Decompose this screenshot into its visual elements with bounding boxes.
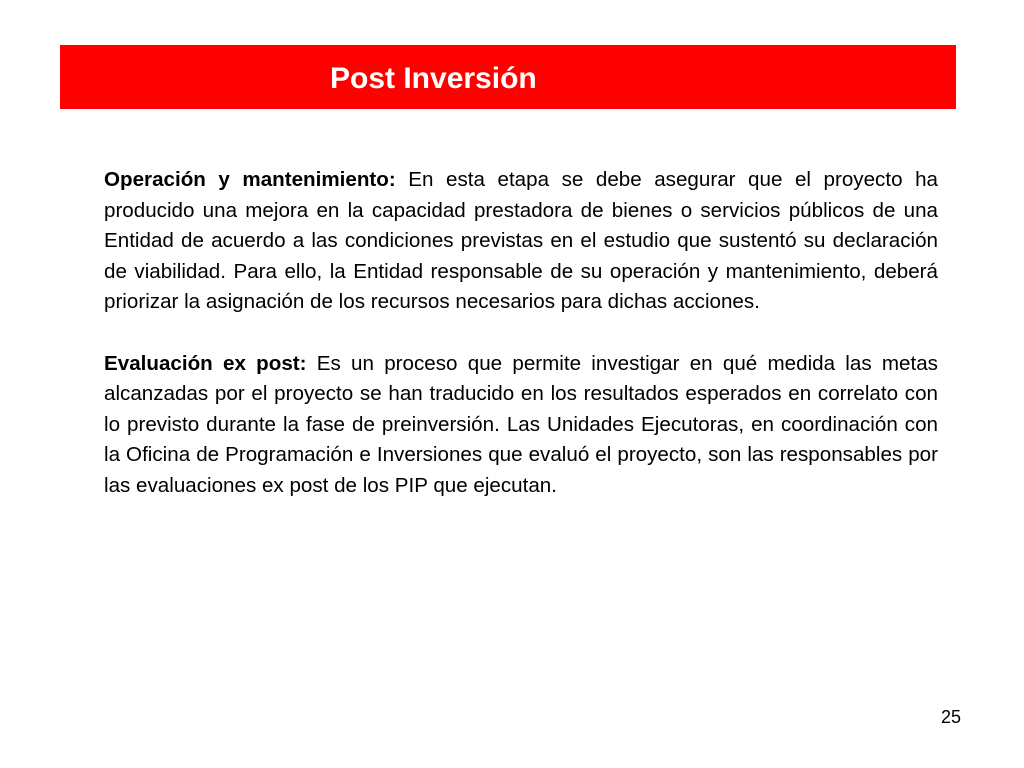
page-number: 25 [940, 707, 961, 727]
paragraph-lead: Operación y mantenimiento: [104, 168, 396, 191]
paragraph-lead: Evaluación ex post: [104, 351, 307, 375]
paragraph-evaluacion-ex-post [104, 349, 938, 502]
paragraph-operacion-mantenimiento [104, 165, 938, 318]
slide-title: Post Inversión [330, 62, 537, 95]
slide-content [104, 165, 938, 502]
title-banner [60, 45, 956, 109]
paragraph-text: Es un proceso que permite investigar en qué medida las metas alcanzadas por el proyecto se han traducido en los resultados esperados en correlato con lo previsto durante la fase de preinversión. Las Unidades Ejecutoras, en coordinación con la Oficina de Programación e Inversiones que evaluó el proyecto, son las responsables por las evaluaciones ex post de los PIP que ejecutan. [104, 351, 938, 497]
paragraph-text: En esta etapa se debe asegurar que el proyecto ha producido una mejora en la capacidad prestadora de bienes o servicios públicos de una Entidad de acuerdo a las condiciones previstas en el estudio que sustentó su declaración de viabilidad. Para ello, la Entidad responsable de su operación y mantenimiento, deberá priorizar la asignación de los recursos necesarios para dichas acciones. [104, 168, 938, 314]
